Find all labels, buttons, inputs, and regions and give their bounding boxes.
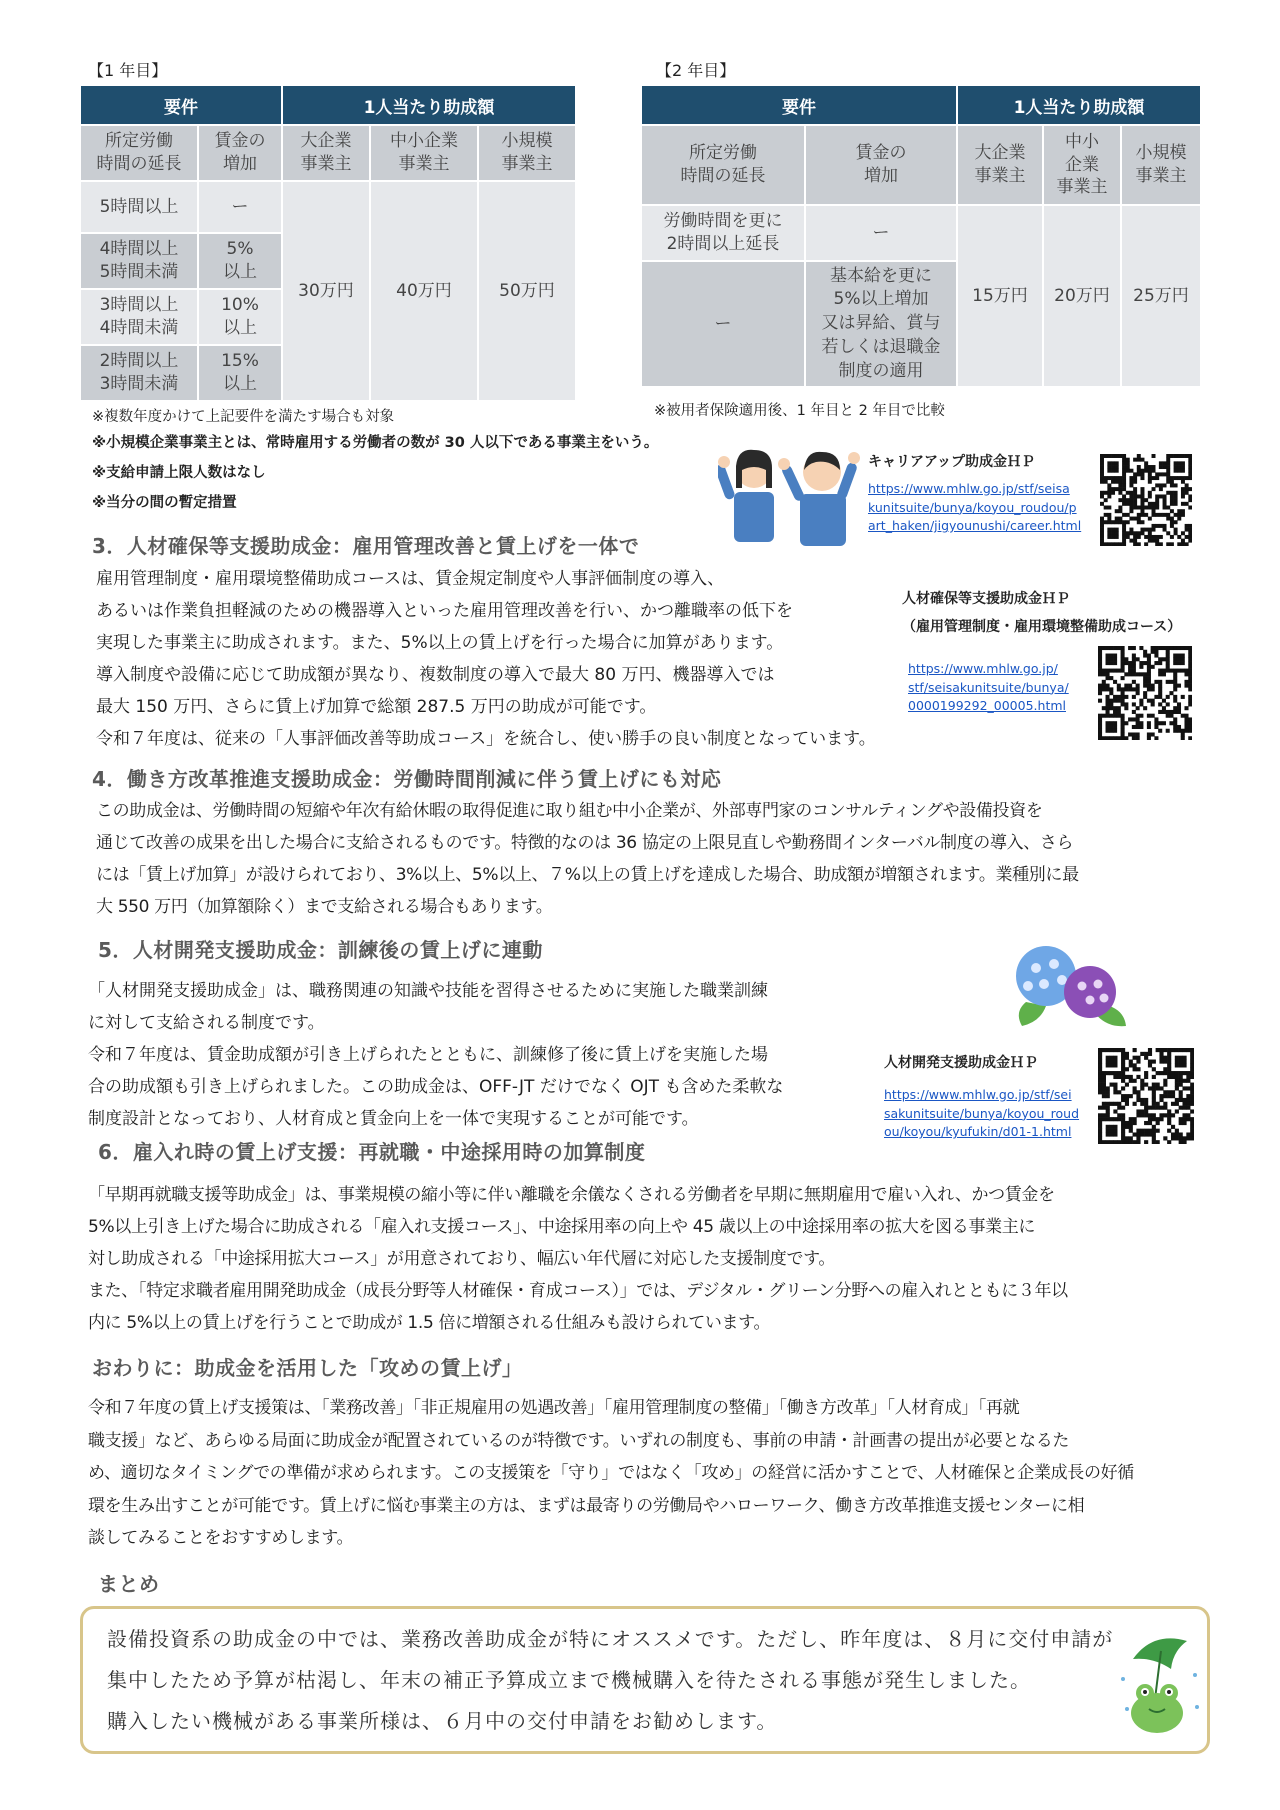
- section6-line: 「早期再就職支援等助成金」は、事業規模の縮小等に伴い離職を余儀なくされる労働者を早期に無期雇用で雇い入れ、かつ賃金を: [88, 1185, 1055, 1205]
- jinzai-hp-title: 人材確保等支援助成金ＨＰ: [902, 591, 1070, 607]
- section4-body: [96, 795, 1216, 923]
- table2-sub-small: 小規模 事業主: [1121, 125, 1201, 205]
- section6-heading: 6．雇入れ時の賃上げ支援：再就職・中途採用時の加算制度: [98, 1140, 646, 1164]
- summary-box: [80, 1606, 1210, 1754]
- jinzai-hp-url-2: stf/seisakunitsuite/bunya/: [908, 679, 1069, 695]
- table1-sub-wage: 賃金の 増加: [198, 125, 282, 181]
- table2-row1-hours: 労働時間を更に 2時間以上延長: [641, 205, 805, 261]
- section5-line: に対して支給される制度です。: [88, 1013, 325, 1033]
- table1-row3-hours: 3時間以上 4時間未満: [80, 289, 198, 345]
- closing-line: 環を生み出すことが可能です。賃上げに悩む事業主の方は、まずは最寄りの労働局やハローワーク、働き方改革推進支援センターに相: [88, 1495, 1085, 1516]
- section6-line: 内に 5%以上の賃上げを行うことで助成が 1.5 倍に増額される仕組みも設けられています。: [88, 1313, 771, 1333]
- table2-row1-wage: ー: [805, 205, 957, 261]
- section3-line: 最大 150 万円、さらに賃上げ加算で総額 287.5 万円の助成が可能です。: [96, 697, 657, 717]
- table1-row1-hours: 5時間以上: [80, 181, 198, 233]
- table1-row2-wage: 5% 以上: [198, 233, 282, 289]
- table1-row1-wage: ー: [198, 181, 282, 233]
- table1: [79, 84, 577, 402]
- closing-line: 談してみることをおすすめします。: [88, 1528, 354, 1548]
- kaihatsu-hp-url-1: https://www.mhlw.go.jp/stf/sei: [884, 1087, 1072, 1102]
- table1-label: 【1 年目】: [88, 61, 168, 80]
- table1-amount-sme: 40万円: [370, 181, 478, 401]
- section5-line: 合の助成額も引き上げられました。この助成金は、OFF-JT だけでなく OJT も含めた柔軟な: [88, 1077, 784, 1097]
- section4-heading: 4．働き方改革推進支援助成金：労働時間削減に伴う賃上げにも対応: [92, 767, 722, 791]
- note-4: ※当分の間の暫定措置: [92, 495, 237, 511]
- section6-line: また、「特定求職者雇用開発助成金（成長分野等人材確保・育成コース）」では、デジタル・グリーン分野への雇入れとともに３年以: [88, 1281, 1068, 1301]
- section3-line: あるいは作業負担軽減のための機器導入といった雇用管理改善を行い、かつ離職率の低下を: [96, 601, 793, 621]
- closing-body: [88, 1392, 1218, 1555]
- section3-line: 導入制度や設備に応じて助成額が異なり、複数制度の導入で最大 80 万円、機器導入では: [96, 665, 775, 685]
- section5-heading: 5．人材開発支援助成金：訓練後の賃上げに連動: [98, 938, 543, 962]
- table1-amount-small: 50万円: [478, 181, 576, 401]
- table2-amount-sme: 20万円: [1043, 205, 1121, 387]
- note-2: ※小規模企業事業主とは、常時雇用する労働者の数が 30 人以下である事業主をいう。: [92, 435, 659, 451]
- jinzai-qr-code-icon[interactable]: [1098, 646, 1192, 740]
- table2-note: ※被用者保険適用後、1 年目と 2 年目で比較: [654, 403, 945, 419]
- table1-sub-sme: 中小企業 事業主: [370, 125, 478, 181]
- table2-sub-sme: 中小 企業 事業主: [1043, 125, 1121, 205]
- section6-body: [88, 1179, 1218, 1339]
- kaihatsu-qr-code-icon[interactable]: [1098, 1048, 1194, 1144]
- table1-row2-hours: 4時間以上 5時間未満: [80, 233, 198, 289]
- section4-line: には「賃上げ加算」が設けられており、3%以上、5%以上、７%以上の賃上げを達成した場合、助成額が増額されます。業種別に最: [96, 865, 1079, 885]
- closing-line: 職支援」など、あらゆる局面に助成金が配置されているのが特徴です。いずれの制度も、事前の申請・計画書の提出が必要となるた: [88, 1430, 1069, 1451]
- table2-head-amount: 1人当たり助成額: [957, 85, 1201, 125]
- career-hp-url-1: https://www.mhlw.go.jp/stf/seisa: [868, 481, 1070, 496]
- summary-line: 設備投資系の助成金の中では、業務改善助成金が特にオススメです。ただし、昨年度は、８月に交付申請が: [107, 1627, 1114, 1651]
- table1-row4-hours: 2時間以上 3時間未満: [80, 345, 198, 401]
- table1-sub-large: 大企業 事業主: [282, 125, 370, 181]
- table1-sub-small: 小規模 事業主: [478, 125, 576, 181]
- section4-line: この助成金は、労働時間の短縮や年次有給休暇の取得促進に取り組む中小企業が、外部専門家のコンサルティングや設備投資を: [96, 801, 1043, 821]
- jinzai-hp-url-3: 0000199292_00005.html: [908, 698, 1066, 713]
- closing-line: 令和７年度の賃上げ支援策は、「業務改善」「非正規雇用の処遇改善」「雇用管理制度の整備」「働き方改革」「人材育成」「再就: [88, 1398, 1020, 1418]
- kaihatsu-hp-title: 人材開発支援助成金ＨＰ: [884, 1055, 1038, 1071]
- summary-line: 集中したため予算が枯渇し、年末の補正予算成立まで機械購入を待たされる事態が発生しました。: [107, 1668, 1031, 1692]
- section3-line: 雇用管理制度・雇用環境整備助成コースは、賃金規定制度や人事評価制度の導入、: [96, 569, 725, 589]
- summary-line: 購入したい機械がある事業所様は、６月中の交付申請をお勧めします。: [107, 1709, 778, 1733]
- kaihatsu-hp-link[interactable]: [884, 1086, 1079, 1142]
- table2-label: 【2 年目】: [656, 61, 736, 80]
- table1-row3-wage: 10% 以上: [198, 289, 282, 345]
- table2-row2-wage: 基本給を更に 5%以上増加 又は昇給、賞与 若しくは退職金 制度の適用: [805, 261, 957, 387]
- section4-line: 大 550 万円（加算額除く）まで支給される場合もあります。: [96, 897, 553, 917]
- kaihatsu-hp-url-2: sakunitsuite/bunya/koyou_roud: [884, 1105, 1080, 1121]
- section3-line: 令和７年度は、従来の「人事評価改善等助成コース」を統合し、使い勝手の良い制度となっています。: [96, 729, 876, 749]
- note-1: ※複数年度かけて上記要件を満たす場合も対象: [92, 409, 395, 425]
- career-qr-code-icon[interactable]: [1100, 454, 1192, 546]
- table2-amount-large: 15万円: [957, 205, 1043, 387]
- table2: [640, 84, 1202, 388]
- table2-head-requirements: 要件: [641, 85, 957, 125]
- frog-umbrella-illustration: [1113, 1629, 1203, 1739]
- note-3: ※支給申請上限人数はなし: [92, 465, 266, 481]
- section3-heading: 3．人材確保等支援助成金：雇用管理改善と賃上げを一体で: [92, 534, 640, 558]
- section3-line: 実現した事業主に助成されます。また、5%以上の賃上げを行った場合に加算があります。: [96, 633, 784, 653]
- hydrangea-illustration: [1006, 942, 1132, 1030]
- kaihatsu-hp-url-3: ou/koyou/kyufukin/d01-1.html: [884, 1124, 1072, 1139]
- jinzai-hp-url-1: https://www.mhlw.go.jp/: [908, 661, 1058, 676]
- table2-amount-small: 25万円: [1121, 205, 1201, 387]
- section3-body: [96, 563, 966, 755]
- workers-illustration: [718, 444, 864, 550]
- table1-row4-wage: 15% 以上: [198, 345, 282, 401]
- table2-sub-large: 大企業 事業主: [957, 125, 1043, 205]
- section5-body: [88, 975, 878, 1135]
- section5-line: 制度設計となっており、人材育成と賃金向上を一体で実現することが可能です。: [88, 1109, 699, 1129]
- section6-line: 対し助成される「中途採用拡大コース」が用意されており、幅広い年代層に対応した支援制度です。: [88, 1249, 836, 1269]
- table1-amount-large: 30万円: [282, 181, 370, 401]
- career-hp-url-2: kunitsuite/bunya/koyou_roudou/p: [868, 499, 1077, 515]
- jinzai-hp-subtitle: （雇用管理制度・雇用環境整備助成コース）: [902, 619, 1182, 635]
- section6-line: 5%以上引き上げた場合に助成される「雇入れ支援コース」、中途採用率の向上や 45 歳以上の中途採用率の拡大を図る事業主に: [88, 1217, 1036, 1237]
- career-hp-title: キャリアアップ助成金ＨＰ: [868, 454, 1036, 470]
- closing-heading: おわりに：助成金を活用した「攻めの賃上げ」: [92, 1356, 523, 1380]
- table1-sub-hours: 所定労働 時間の延長: [80, 125, 198, 181]
- section5-line: 令和７年度は、賃金助成額が引き上げられたとともに、訓練修了後に賃上げを実施した場: [88, 1045, 768, 1065]
- jinzai-hp-link[interactable]: [908, 660, 1069, 716]
- table2-sub-hours: 所定労働 時間の延長: [641, 125, 805, 205]
- section4-line: 通じて改善の成果を出した場合に支給されるものです。特徴的なのは 36 協定の上限見直しや勤務間インターバル制度の導入、さら: [96, 833, 1074, 853]
- summary-heading: まとめ: [98, 1572, 160, 1596]
- table1-head-requirements: 要件: [80, 85, 282, 125]
- summary-body: [107, 1619, 1113, 1742]
- closing-line: め、適切なタイミングでの準備が求められます。この支援策を「守り」ではなく「攻め」の経営に活かすことで、人材確保と企業成長の好循: [88, 1463, 1134, 1483]
- table1-head-amount: 1人当たり助成額: [282, 85, 576, 125]
- career-hp-url-3: art_haken/jigyounushi/career.html: [868, 518, 1082, 533]
- career-hp-link[interactable]: [868, 480, 1081, 536]
- table2-sub-wage: 賃金の 増加: [805, 125, 957, 205]
- section5-line: 「人材開発支援助成金」は、職務関連の知識や技能を習得させるために実施した職業訓練: [88, 981, 768, 1001]
- table2-row2-hours: ー: [641, 261, 805, 387]
